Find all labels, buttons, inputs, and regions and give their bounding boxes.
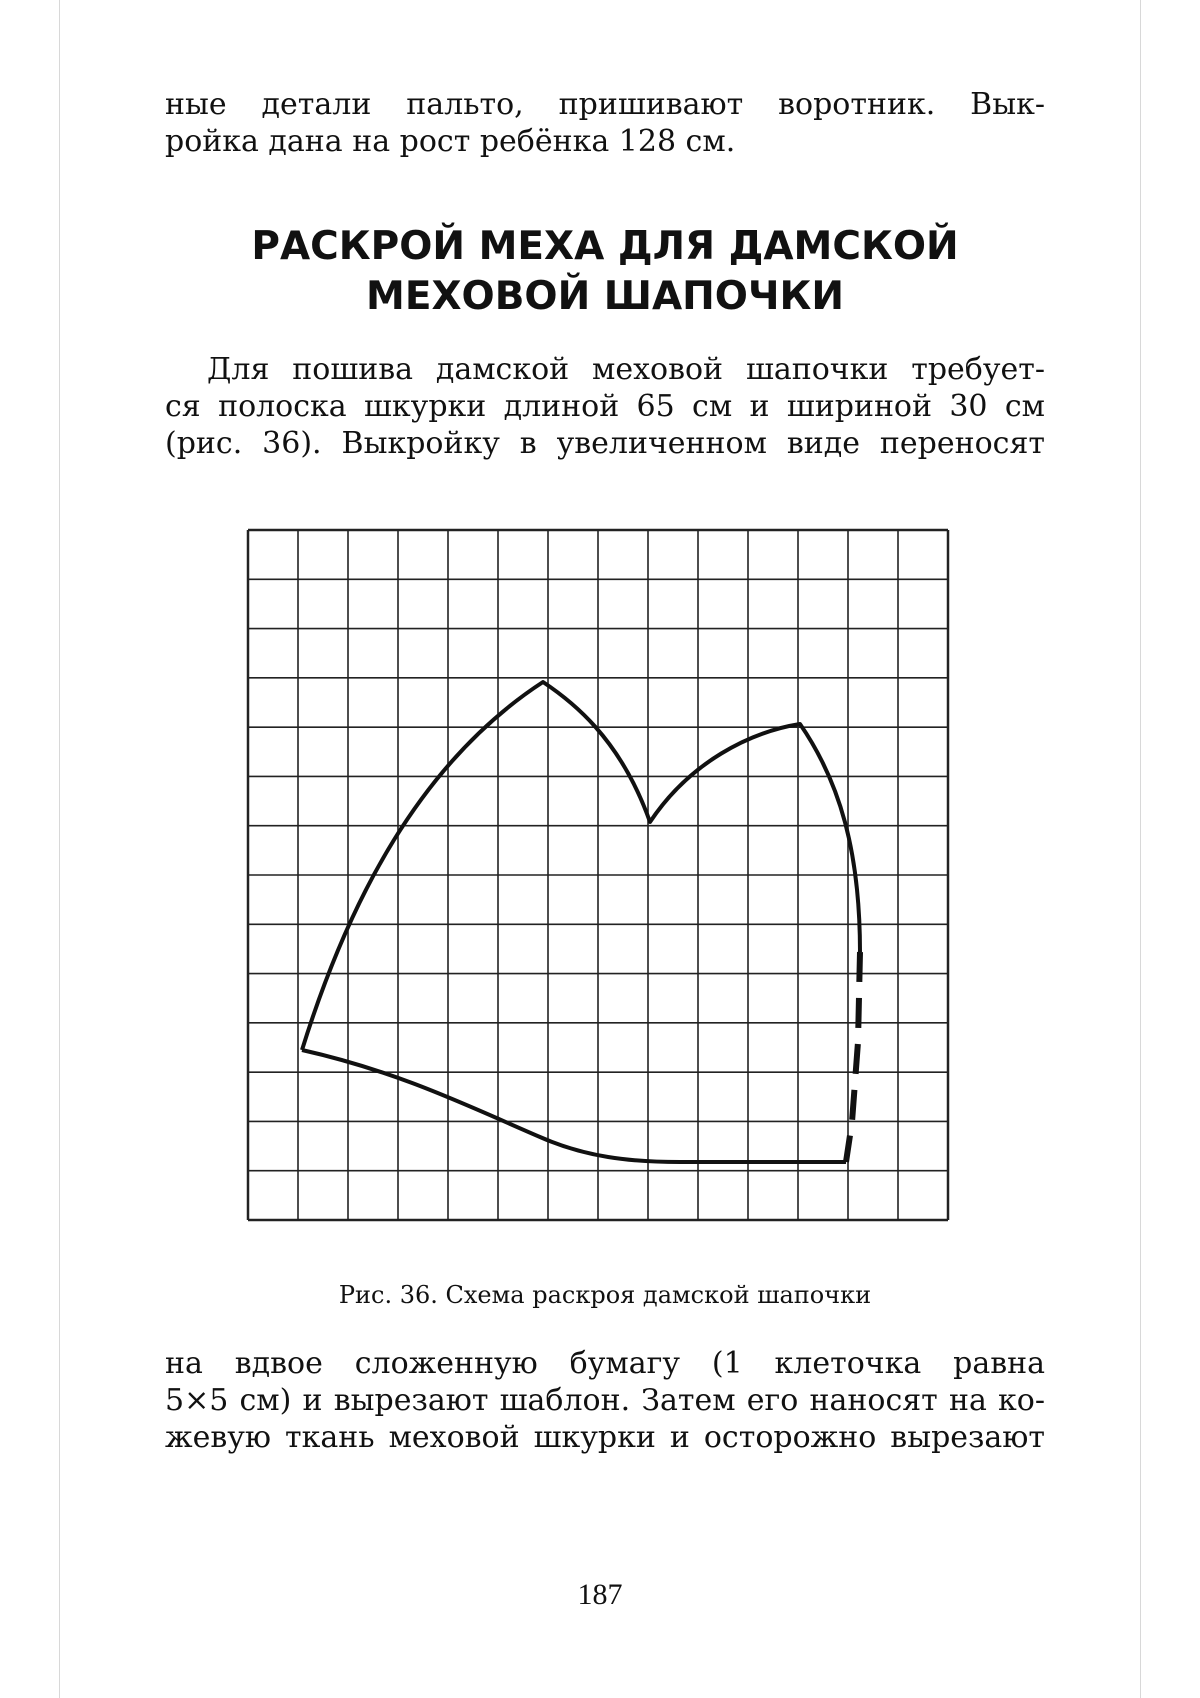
text-line: жевую ткань меховой шкурки и осторожно вырезают xyxy=(165,1420,1045,1455)
text-line: ройка дана на рост ребёнка 128 см. xyxy=(165,124,736,159)
section-title-line: РАСКРОЙ МЕХА ДЛЯ ДАМСКОЙ xyxy=(251,224,959,269)
text-line: (рис. 36). Выкройку в увеличенном виде переносят xyxy=(165,426,1045,461)
text-line: на вдвое сложенную бумагу (1 клеточка равна xyxy=(165,1346,1045,1381)
section-title xyxy=(165,222,1045,322)
text-line: ся полоска шкурки длиной 65 см и шириной 30 см xyxy=(165,389,1045,424)
figure-36 xyxy=(240,522,960,1228)
text-line: ные детали пальто, пришивают воротник. Вык- xyxy=(165,87,1045,122)
paragraph-2 xyxy=(165,1345,1045,1456)
pattern-outline xyxy=(302,682,860,1050)
paragraph-1 xyxy=(165,351,1045,462)
figure-caption: Рис. 36. Схема раскроя дамской шапочки xyxy=(338,1281,872,1309)
pattern-diagram xyxy=(240,522,960,1228)
text-line: 5×5 см) и вырезают шаблон. Затем его наносят на ко- xyxy=(165,1383,1045,1418)
intro-paragraph xyxy=(165,86,1045,160)
section-title-line: МЕХОВОЙ ШАПОЧКИ xyxy=(366,274,844,319)
grid xyxy=(248,530,948,1220)
pattern-outline-bottom xyxy=(302,1050,846,1162)
text-line: Для пошива дамской меховой шапочки требует- xyxy=(207,352,1045,387)
page-number: 187 xyxy=(577,1578,623,1611)
